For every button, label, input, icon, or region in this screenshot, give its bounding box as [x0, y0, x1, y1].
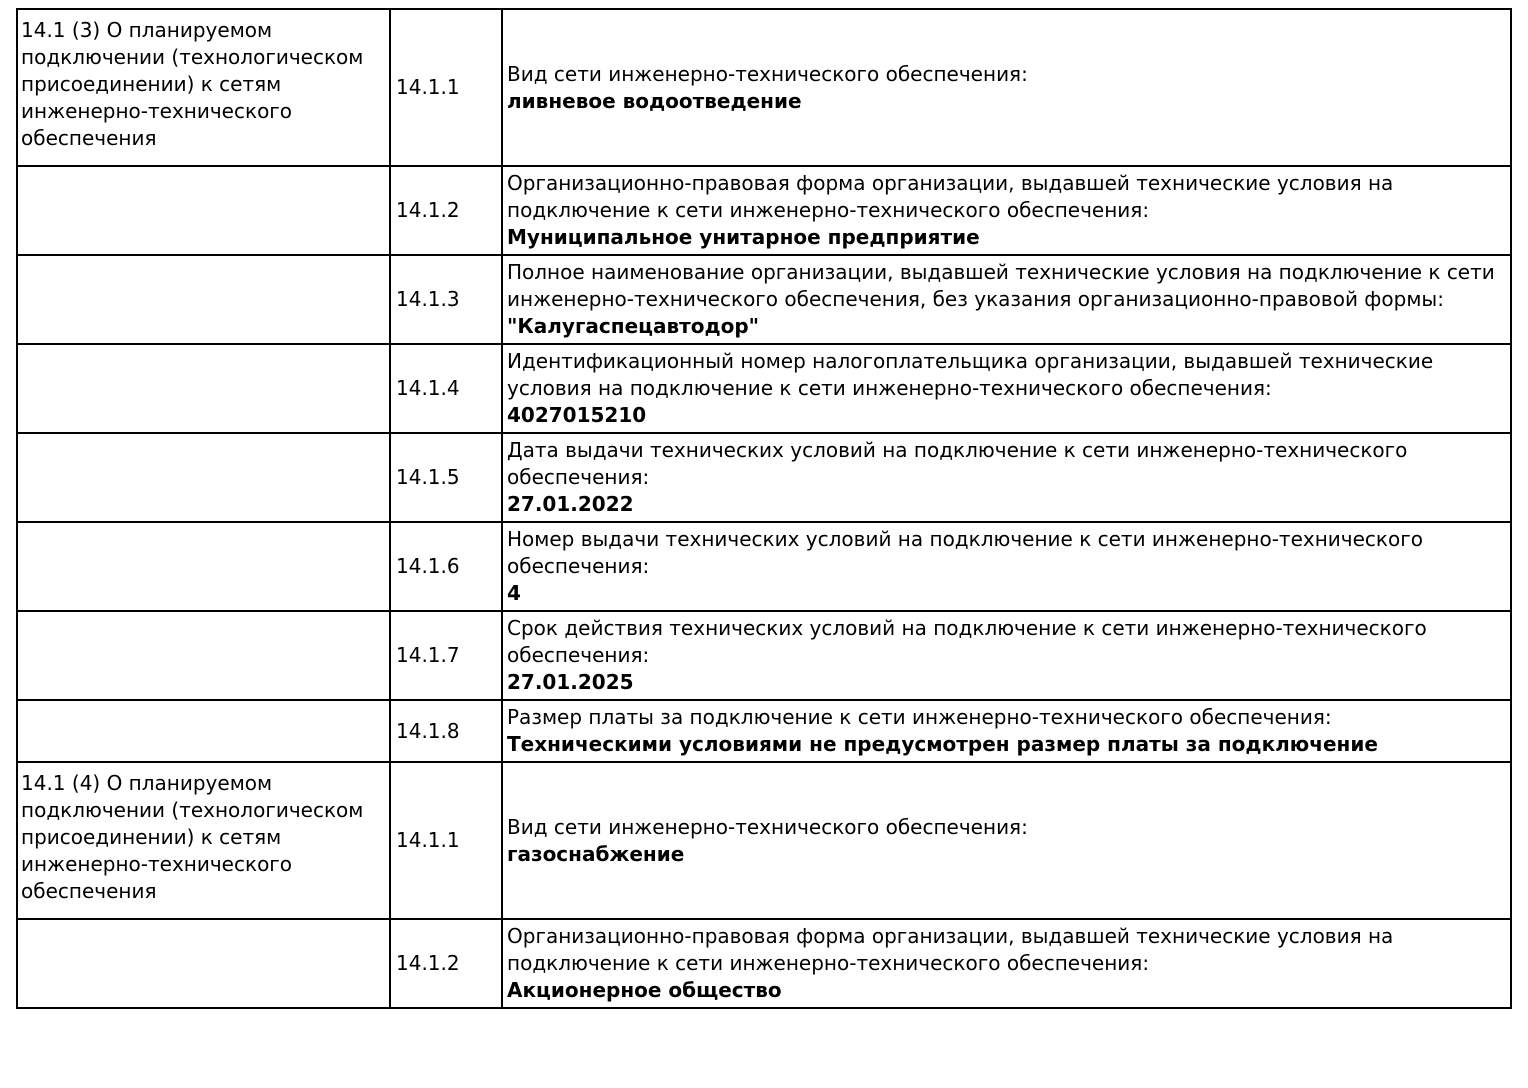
item-number-cell — [390, 762, 502, 919]
content-cell — [502, 9, 1511, 166]
section-cell — [17, 166, 390, 255]
item-number: 14.1.5 — [396, 465, 460, 489]
item-number: 14.1.4 — [396, 376, 460, 400]
field-value: "Калугаспецавтодор" — [507, 314, 760, 338]
field-label: Дата выдачи технических условий на подключение к сети инженерно-технического обеспечения: — [507, 438, 1408, 489]
table-row — [17, 255, 1511, 344]
item-number-cell — [390, 700, 502, 762]
item-number-cell — [390, 166, 502, 255]
content-cell — [502, 433, 1511, 522]
field-label: Вид сети инженерно-технического обеспечения: — [507, 814, 1028, 839]
field-value: ливневое водоотведение — [507, 88, 802, 113]
item-number: 14.1.1 — [396, 75, 460, 99]
item-number-cell — [390, 611, 502, 700]
field-value: 4 — [507, 581, 521, 605]
content-cell — [502, 344, 1511, 433]
content-cell — [502, 522, 1511, 611]
field-label: Вид сети инженерно-технического обеспечения: — [507, 61, 1028, 86]
section-cell — [17, 433, 390, 522]
item-number: 14.1.8 — [396, 718, 460, 743]
item-number-cell — [390, 344, 502, 433]
content-cell — [502, 255, 1511, 344]
item-number-cell — [390, 255, 502, 344]
field-label: Размер платы за подключение к сети инженерно-технического обеспечения: — [507, 705, 1332, 729]
section-cell — [17, 522, 390, 611]
content-cell — [502, 166, 1511, 255]
item-number-cell — [390, 522, 502, 611]
field-label: Номер выдачи технических условий на подключение к сети инженерно-технического обеспечения: — [507, 527, 1423, 578]
table-body — [17, 9, 1511, 1008]
field-label: Полное наименование организации, выдавшей технические условия на подключение к сети инженерно-технического обеспечения, без указания организационно-правовой формы: — [507, 260, 1495, 311]
section-title: 14.1 (3) О планируемом подключении (технологическом присоединении) к сетям инженерно-технического обеспечения — [21, 18, 364, 150]
content-cell — [502, 762, 1511, 919]
content-cell — [502, 919, 1511, 1008]
section-cell — [17, 919, 390, 1008]
item-number-cell — [390, 433, 502, 522]
table-row — [17, 611, 1511, 700]
table-row — [17, 919, 1511, 1008]
content-cell — [502, 611, 1511, 700]
field-value: 27.01.2022 — [507, 492, 634, 516]
section-cell — [17, 762, 390, 919]
table-row — [17, 762, 1511, 919]
item-number: 14.1.2 — [396, 198, 460, 222]
table-row — [17, 522, 1511, 611]
field-value: 27.01.2025 — [507, 670, 634, 694]
field-label: Организационно-правовая форма организации, выдавшей технические условия на подключение к сети инженерно-технического обеспечения: — [507, 924, 1394, 975]
item-number-cell — [390, 9, 502, 166]
table-row — [17, 433, 1511, 522]
field-label: Идентификационный номер налогоплательщика организации, выдавшей технические условия на подключение к сети инженерно-технического обеспечения: — [507, 349, 1434, 400]
field-value: Акционерное общество — [507, 978, 782, 1002]
field-value: Техническими условиями не предусмотрен размер платы за подключение — [507, 732, 1378, 756]
field-value: газоснабжение — [507, 841, 685, 866]
item-number: 14.1.2 — [396, 951, 460, 975]
content-cell — [502, 700, 1511, 762]
item-number-cell — [390, 919, 502, 1008]
section-title: 14.1 (4) О планируемом подключении (технологическом присоединении) к сетям инженерно-технического обеспечения — [21, 771, 364, 903]
section-cell — [17, 344, 390, 433]
section-cell — [17, 700, 390, 762]
field-value: 4027015210 — [507, 403, 647, 427]
table-row — [17, 166, 1511, 255]
item-number: 14.1.6 — [396, 554, 460, 578]
field-label: Срок действия технических условий на подключение к сети инженерно-технического обеспечения: — [507, 616, 1427, 667]
section-cell — [17, 255, 390, 344]
section-cell — [17, 9, 390, 166]
declaration-table — [16, 8, 1512, 1009]
table-row — [17, 700, 1511, 762]
item-number: 14.1.1 — [396, 828, 460, 852]
section-cell — [17, 611, 390, 700]
field-label: Организационно-правовая форма организации, выдавшей технические условия на подключение к сети инженерно-технического обеспечения: — [507, 171, 1394, 222]
item-number: 14.1.7 — [396, 643, 460, 667]
table-row — [17, 344, 1511, 433]
item-number: 14.1.3 — [396, 287, 460, 311]
field-value: Муниципальное унитарное предприятие — [507, 225, 980, 249]
table-row — [17, 9, 1511, 166]
